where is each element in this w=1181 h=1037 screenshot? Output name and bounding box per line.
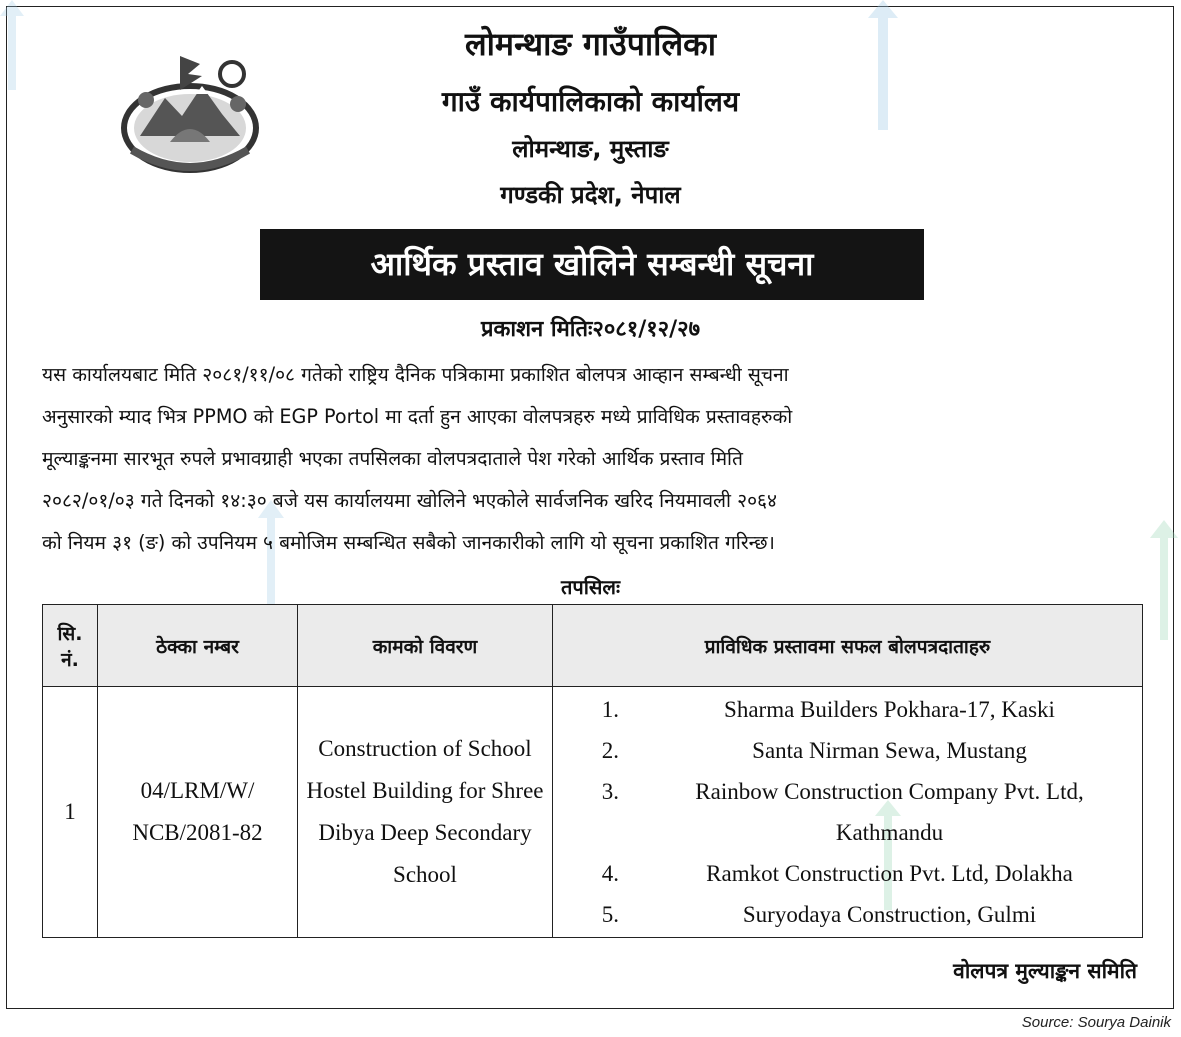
office-location: लोमन्थाङ, मुस्ताङ: [512, 135, 669, 163]
municipality-name: लोमन्थाङ गाउँपालिका: [464, 25, 717, 63]
table-row: [43, 687, 1143, 938]
bidder-name: Santa Nirman Sewa, Mustang: [752, 738, 1027, 763]
notice-body-line: मूल्याङ्कनमा सारभूत रुपले प्रभावग्राही भएका तपसिलका वोलपत्रदाताले पेश गरेको आर्थिक प्रस्ताव मिति: [42, 447, 743, 470]
bidder-number: 2.: [601, 738, 619, 763]
notice-body-line: २०८२/०१/०३ गते दिनको १४:३० बजे यस कार्यालयमा खोलिने भएकोले सार्वजनिक खरिद नियमावली २०६४: [42, 489, 777, 512]
bidder-list: [559, 689, 1136, 935]
office-name: गाउँ कार्यपालिकाको कार्यालय: [441, 85, 740, 118]
cell-contract-no: 04/LRM/W/ NCB/2081-82: [98, 687, 298, 938]
column-header-contract-no: ठेक्का नम्बर: [98, 605, 298, 687]
notice-title: आर्थिक प्रस्ताव खोलिने सम्बन्धी सूचना: [260, 229, 924, 300]
bidder-number: 5.: [601, 902, 619, 927]
bidder-name: Rainbow Construction Company Pvt. Ltd, Kathmandu: [695, 779, 1084, 845]
list-item: [559, 771, 1136, 853]
bidder-name: Suryodaya Construction, Gulmi: [742, 902, 1037, 927]
column-header-bidders: प्राविधिक प्रस्तावमा सफल बोलपत्रदाताहरु: [553, 605, 1143, 687]
cell-work-desc: Construction of School Hostel Building for Shree Dibya Deep Secondary School: [298, 687, 553, 938]
cell-serial: 1: [43, 687, 98, 938]
bidder-number: 1.: [601, 697, 619, 722]
notice-body-line: यस कार्यालयबाट मिति २०८१/११/०८ गतेको राष्ट्रिय दैनिक पत्रिकामा प्रकाशित बोलपत्र आव्हान सम्बन्धी सूचना: [42, 363, 789, 386]
bidder-name: Ramkot Construction Pvt. Ltd, Dolakha: [706, 861, 1073, 886]
column-header-serial: सि. नं.: [43, 605, 98, 687]
bidder-number: 3.: [601, 779, 619, 804]
notice-body-line: को नियम ३१ (ङ) को उपनियम ५ बमोजिम सम्बन्धित सबैको जानकारीको लागि यो सूचना प्रकाशित गरिन्छ।: [42, 531, 775, 554]
notice-body-line: अनुसारको म्याद भित्र PPMO को EGP Portol मा दर्ता हुन आएका वोलपत्रहरु मध्ये प्राविधिक प्रस्तावहरुको: [42, 405, 793, 428]
cell-bidders: [553, 687, 1143, 938]
committee-signoff: वोलपत्र मुल्याङ्कन समिति: [953, 959, 1137, 983]
bidder-name: Sharma Builders Pokhara-17, Kaski: [724, 697, 1055, 722]
source-credit: Source: Sourya Dainik: [1021, 1014, 1171, 1031]
bidder-number: 4.: [601, 861, 619, 886]
schedule-heading: तपसिलः: [560, 575, 621, 599]
list-item: [559, 853, 1136, 894]
publish-date: प्रकाशन मितिः२०८१/१२/२७: [480, 317, 701, 342]
list-item: [559, 730, 1136, 771]
bidders-table: [42, 604, 1143, 938]
table-header-row: [43, 605, 1143, 687]
column-header-work-desc: कामको विवरण: [298, 605, 553, 687]
notice-body: [42, 354, 1142, 564]
province-country: गण्डकी प्रदेश, नेपाल: [500, 181, 681, 209]
list-item: [559, 894, 1136, 935]
list-item: [559, 689, 1136, 730]
